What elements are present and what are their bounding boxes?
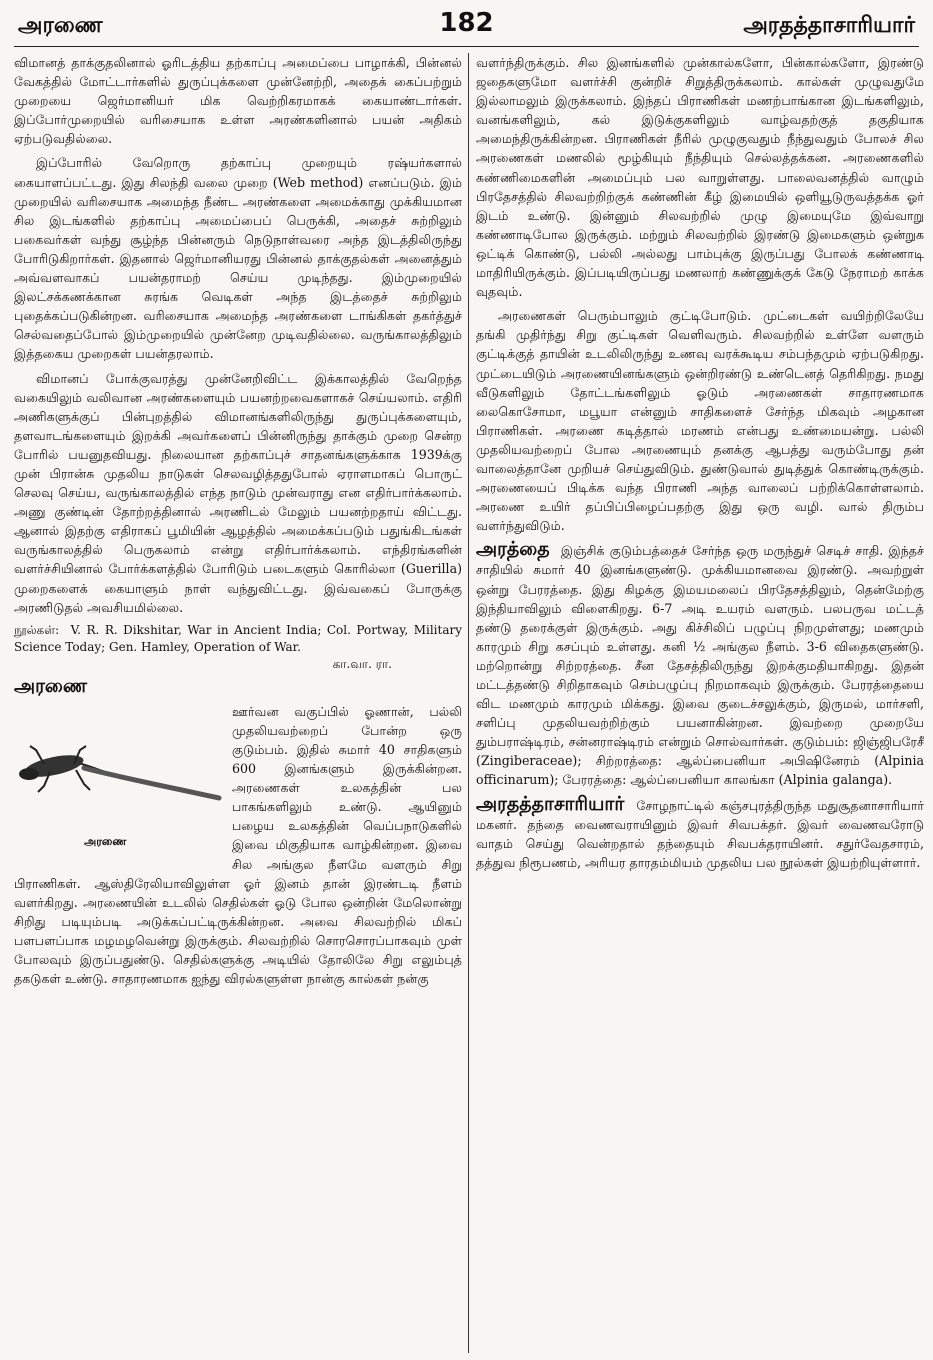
paragraph: வளர்ந்திருக்கும். சில இனங்களில் முன்கால்களோ, பின்கால்களோ, இரண்டு ஜதைகளுமோ வளர்ச்சி குன்றிச் சிறுத்திருக்கலாம். கால்கள் முழுவதுமே இல்லாமலும் இருக்கலாம். இந்தப் பிராணிகள் மணற்பாங்கான இடங்களிலும், வனங்களிலும், கல் இடுக்குகளிலும் வாழ்வதற்குத் தகுதியாக அமைந்திருக்கின்றன. பிராணிகள் நீரில் முழுகுவதும் நீந்துவதும் போலச் சில அரணைகள் மணலில் மூழ்கியும் நீந்தியும் செல்லத்தக்கன. அரணைகளில் கண்ணிமைகளின் அமைப்பும் பல வாறுள்ளது. பாலைவனத்தில் வாழும் பிரதேசத்தில் சிலவற்றிற்குக் கண்ணின் கீழ் இமையில் ஒளியூடுருவத்தக்க ஓர் இடம் உண்டு. இன்னும் சிலவற்றில் முழு இமையுமே இவ்வாறு கண்ணாடிபோல இருக்கும். மற்றும் சிலவற்றில் இரண்டு இமைகளும் ஒன்றுக ஒட்டிக் கொண்டு, பல்லி அல்லது பாம்புக்கு இருப்பது போலக் கண்ணாடி மாதிரியிருக்கும். இப்படியிருப்பது மணலாற் கண்ணுக்குக் கேடு நேராமற் காக்க வுதவும். — [476, 55, 924, 300]
running-head-left: அரணை — [18, 12, 103, 38]
entry-text: சோழநாட்டில் கஞ்சபுரத்திருந்த மதுசூதனாசாரியார் மகனர். தந்தை வைணவராயினும் இவர் சிவபக்தர். இவர் வைணவரோடு வாதம் செய்து வென்றதால் தந்தையும் சிவபக்தராயினர். சதுர்வேதசாரம், தத்துவ நிரூபணம், அரியர தாரதம்மியம் முதலிய பல நூல்கள் இயற்றியுள்ளார். — [476, 797, 924, 870]
lizard-drawing-icon — [14, 706, 222, 830]
entry-aradattacariyar — [476, 792, 924, 872]
lizard-illustration — [14, 706, 222, 856]
entry-headword: அரதத்தாசாரியார் — [476, 792, 625, 815]
paragraph: விமானப் போக்குவரத்து முன்னேறிவிட்ட இக்காலத்தில் வேறெந்த வகையிலும் வலிவான அரண்களையும் பயனற்றவைகளாகச் செய்யலாம். எதிரி அணிகளுக்குப் பின்புறத்தில் விமானங்களிலிருந்து துருப்புக்களையும், தளவாடங்களையும் இறக்கி அவர்களைப் பின்னிருந்து தாக்கும் முறை சென்ற போரில் பயனுதவியது. நிலையான தற்காப்புச் சாதனங்களுக்காக 1939க்கு முன் பிரான்சு முதலிய நாடுகள் செலவழித்ததுபோல் ஏராளமாகப் பொருட் செலவு செய்ய, வருங்காலத்தில் எந்த நாடும் முன்வராது என எதிர்பார்க்கலாம். அணு குண்டின் தோற்றத்தினால் அரணிடல் மேலும் பயனற்றதாய் விட்டது. ஆனால் இதற்கு எதிராகப் பூமியின் ஆழத்தில் அமைக்கப்படும் பதுங்கிடங்கள் வருங்காலத்தில் பெருகலாம் என்று எதிர்பார்க்கலாம். எந்திரங்களின் வளர்ச்சியினால் போர்க்களத்தில் போரிடும் படைகளும் கொரில்லா (Guerilla) முறைகளைக் கையாளும் நாள் வந்துவிட்டது. இவ்வகைப் போருக்கு அரணிடுதல் அவசியமில்லை. — [14, 370, 462, 615]
author-signature: கா.வா. ரா. — [332, 656, 392, 671]
references — [14, 622, 462, 673]
column-divider — [468, 53, 469, 1353]
entry-text: இஞ்சிக் குடும்பத்தைச் சேர்ந்த ஒரு மருந்துச் செடிச் சாதி. இந்தச் சாதியில் சுமார் 40 இனங்களுண்டு. முக்கியமானவை இரண்டு. அவற்றுள் ஒன்று பேரரத்தை. இது கிழக்கு இமயமலைப் பிரதேசத்திலும், தென்மேற்கு இந்தியாவிலும் விளைகிறது. 6-7 அடி உயரம் வளரும். பலபருவ மட்டத் தண்டு தரைக்குள் இருக்கும். அது கிச்சிலிப் பழுப்பு நிறமுள்ளது; மணமும் காரமும் சிறு கசப்பும் உள்ளது. கனி ½ அங்குல நீளம். 3-6 விதைகளுண்டு. மற்றொன்று சிற்றரத்தை. சீன தேசத்திலிருந்து இறக்குமதியாகிறது. இதன் மட்டத்தண்டு சிறிதாகவும் செம்பழுப்பு நிறமாகவும் இருக்கும். பேரரத்தையை விட மணமும் காரமும் மிக்கது. இவை குடைச்சலுக்கும், இருமல், மார்சளி, சளிப்பு முதலியவற்றிற்கும் பயனாகின்றன. இவற்றை முறையே தும்பராஷ்டிரம், சன்னராஷ்டிரம் என்றும் சொல்வார்கள். குடும்பம்: ஜிஞ்ஜிபரேசீ (Zingiberaceae); சிற்றரத்தை: ஆல்ப்பைனியா அபிஷினேரம் (Alpinia officinarum); பேரரத்தை: ஆல்ப்பைனியா காலங்கா (Alpinia galanga). — [476, 543, 924, 788]
references-text: V. R. R. Dikshitar, War in Ancient India; Col. Portway, Military Science Today; Gen. Hamley, Operation of War. — [14, 622, 462, 654]
paragraph: அரணைகள் பெரும்பாலும் குட்டிபோடும். முட்டைகள் வயிற்றிலேயே தங்கி முதிர்ந்து சிறு குட்டிகள் வெளிவரும். சிலவற்றில் உள்ளே வளரும் குட்டிக்குத் தாயின் உடலிலிருந்து உணவு வரக்கூடிய சம்பந்தமும் ஏற்படுகிறது. முட்டையிடும் அரணையினங்களும் ஒன்றிரண்டு உண்டெனத் தெரிகிறது. நமது வீடுகளிலும் தோட்டங்களிலும் ஓடும் அரணைகள் சாதாரணமாக லைகொசோமா, மபூயா என்னும் சாதிகளைச் சேர்ந்த மிகவும் அழகான பிராணிகள். அரணை கடித்தால் மரணம் என்பது உண்மையன்று. பல்லி முதலியவற்றைப் போல அரணையும் தனக்கு ஆபத்து வரும்போது தன் வாலைத்தானே முறியச் செய்துவிடும். துண்டுவால் துடித்துக் கொண்டிருக்கும். அரணையைப் பிடிக்க வந்த பிராணி அந்த வாலைப் பற்றிக்கொள்ளலாம். அரணை உயிர் தப்பிப்பிழைப்பதற்கு இது ஒரு வழி. வால் திரும்ப வளர்ந்துவிடும். — [476, 308, 924, 534]
two-column-body — [14, 53, 924, 1353]
running-head-right: அரதத்தாசாரியார் — [743, 12, 915, 38]
entry-headword: அரணை — [14, 674, 88, 697]
running-head — [14, 6, 919, 47]
right-column — [476, 53, 924, 1353]
paragraph: இப்போரில் வேறொரு தற்காப்பு முறையும் ரஷ்யர்களால் கையாளப்பட்டது. இது சிலந்தி வலை முறை (Web method) எனப்படும். இம் முறையில் வரிசையாக அமைந்த நீண்ட அரண்களை அமைக்காது முக்கியமான சில இடங்களில் தற்காப்பு அமைப்பைப் பெருக்கி, அதைச் சுற்றிலும் பகைவர்கள் வந்து சூழ்ந்த பின்னரும் நெடுநாள்வரை அந்த இடத்திலிருந்து போரிடுகிறார்கள். இதனால் ஜெர்மானியரது பின்னல் தாக்குதல்கள் அனைத்தும் அவ்வளவாகப் பயன்தராமற் செய்ய முடிந்தது. இம்முறையில் இலட்சக்கணக்கான சுரங்க வெடிகள் அந்த இடத்தைச் சுற்றிலும் புதைக்கப்படுகின்றன. வரிசையாக அமைந்த அரண்களை டாங்கிகள் தகர்த்துச் செல்வதைப்போல் இம்முறையில் முன்னேற முடிவதில்லை. வருங்காலத்திலும் இத்தகைய முறைகள் பயன்தரலாம். — [14, 155, 462, 362]
references-label: நூல்கள்: — [14, 622, 60, 637]
page-number: 182 — [439, 8, 494, 38]
left-column — [14, 53, 462, 1353]
paragraph: ஊர்வன வகுப்பில் ஓணான், பல்லி முதலியவற்றைப் போன்ற ஒரு குடும்பம். இதில் சுமார் 40 சாதிகளும் 600 இனங்களும் இருக்கின்றன. அரணைகள் உலகத்தின் பல பாகங்களிலும் உண்டு. ஆயினும் பழைய உலகத்தின் வெப்பநாடுகளில் இவை மிகுதியாக வாழ்கின்றன. இவை சில அங்குல நீளமே வளரும் சிறு பிராணிகள். ஆஸ்திரேலியாவிலுள்ள ஓர் இனம் தான் இரண்டடி நீளம் வளர்கிறது. அரணையின் உடலில் செதில்கள் ஓடு போல ஒன்றின் மேலொன்று சிறிது படியும்படி அடுக்கப்பட்டிருக்கின்றன. அவை சிலவற்றில் மிகப் பளபளப்பாக மழமழவென்று இருக்கும். சிலவற்றில் சொரசொரப்பாகவும் முள் போலவும் இருப்பதுண்டு. செதில்களுக்கு அடியில் தோலிலே சிறு எலும்புத் தகடுகள் உண்டு. சாதாரணமாக ஐந்து விரல்களுள்ள நான்கு கால்கள் நன்கு — [14, 703, 462, 987]
entry-headword: அரத்தை — [476, 538, 550, 561]
figure-caption: அரணை — [84, 834, 127, 848]
entry-arannai — [14, 674, 462, 697]
entry-arathai — [476, 540, 924, 789]
paragraph: விமானத் தாக்குதலினால் ஓரிடத்திய தற்காப்பு அமைப்பை பாழாக்கி, பின்னல் வேகத்தில் மோட்டார்களில் துருப்புக்களை முன்னேற்றி, அதைக் கைப்பற்றும் முறையை ஜெர்மானியர் மிக வெற்றிகரமாகக் கையாண்டார்கள். இப்போர்முறையில் வரிசையாக உள்ள அரண்களினால் பயன் அதிகம் ஏற்படுவதில்லை. — [14, 55, 462, 147]
